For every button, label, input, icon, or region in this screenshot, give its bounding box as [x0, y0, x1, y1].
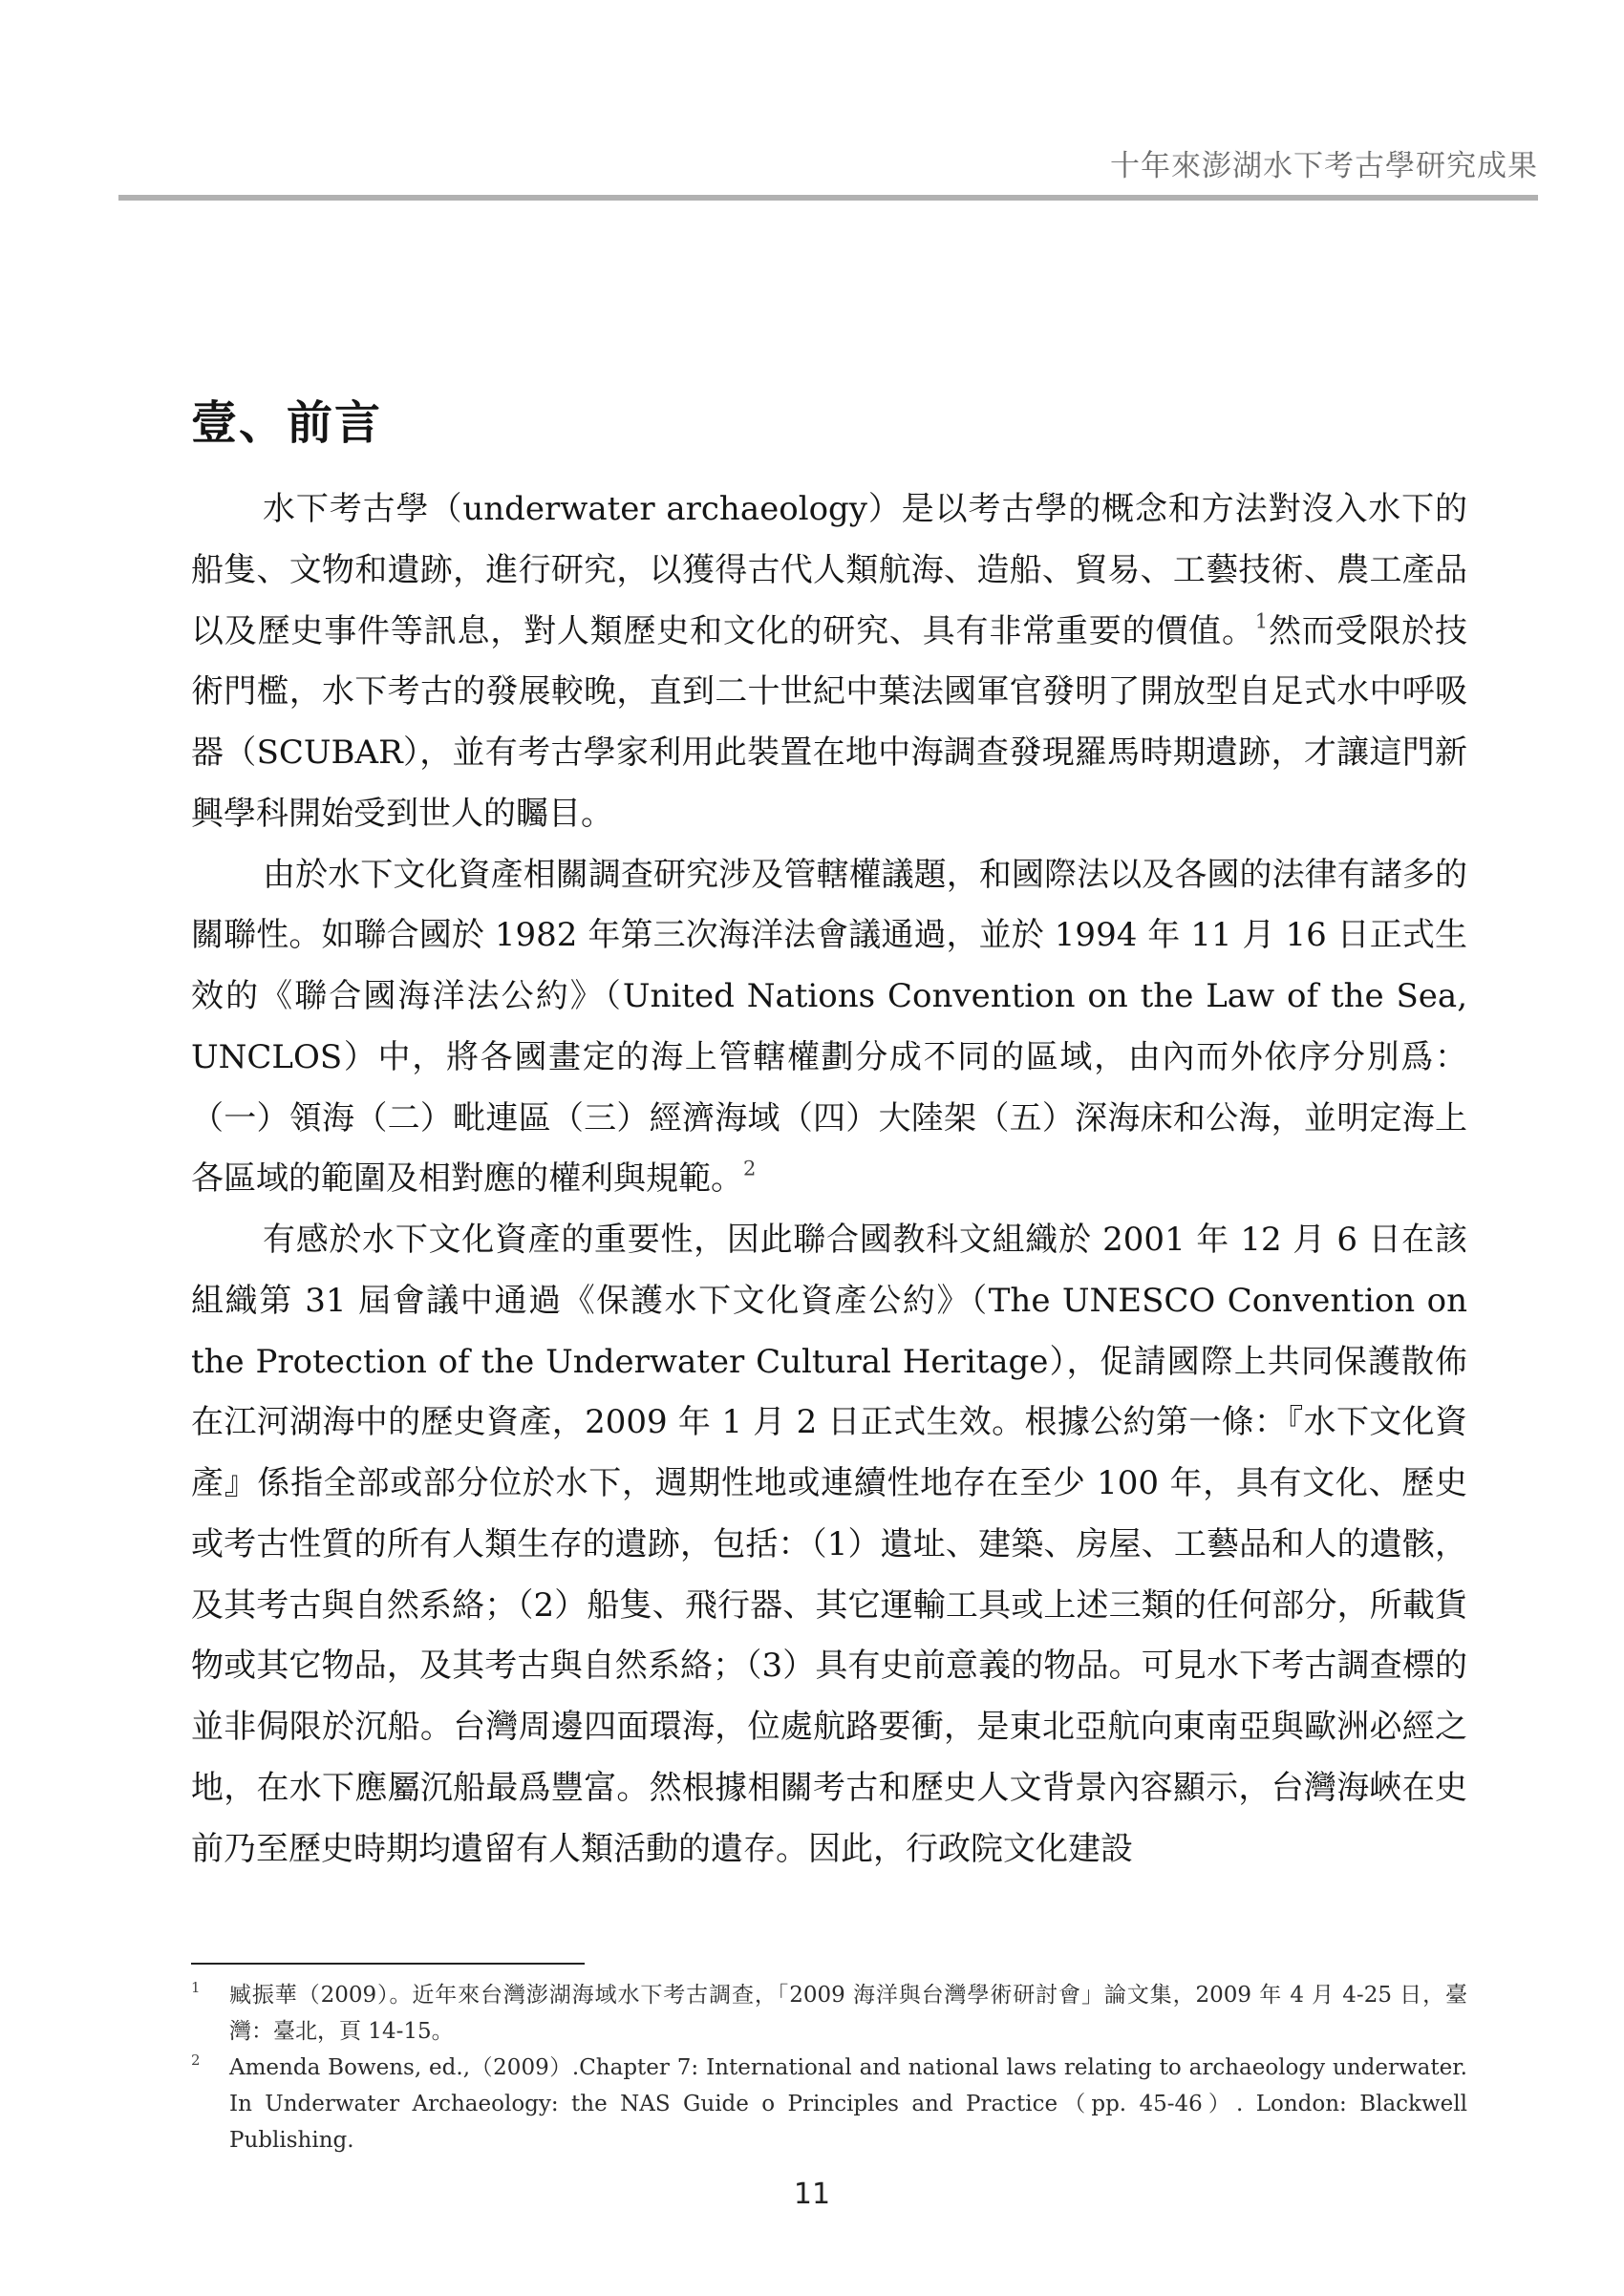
- footnote-divider: [191, 1963, 585, 1965]
- paragraph-jurisdiction: [191, 845, 1467, 1211]
- running-header-title: 十年來澎湖水下考古學研究成果: [1110, 149, 1538, 183]
- footnotes: [191, 1977, 1467, 2158]
- section-heading: 壹、前言: [191, 396, 383, 451]
- paragraph-unesco-text: 有感於水下文化資產的重要性，因此聯合國教科文組織於 2001 年 12 月 6 日在該組織第 31 屆會議中通過《保護水下文化資產公約》（The UNESCO Convention on the Protection of the Underwater Cultural Heritage），促請國際上共同保護散佈在江河湖海中的歷史資產，2009 年 1 月 2 日正式生效。根據公約第一條：『水下文化資產』係指全部或部分位於水下，週期性地或連續性地存在至少 100 年，具有文化、歷史或考古性質的所有人類生存的遺跡，包括：（1）遺址、建築、房屋、工藝品和人的遺骸，及其考古與自然系絡；（2）船隻、飛行器、其它運輸工具或上述三類的任何部分，所載貨物或其它物品，及其考古與自然系絡；（3）具有史前意義的物品。可見水下考古調查標的並非侷限於沉船。台灣周邊四面環海，位處航路要衝，是東北亞航向東南亞與歐洲必經之地，在水下應屬沉船最爲豐富。然根據相關考古和歷史人文背景內容顯示，台灣海峽在史前乃至歷史時期均遺留有人類活動的遺存。因此，行政院文化建設: [191, 1221, 1467, 1868]
- footnote-2-text: Amenda Bowens, ed.,（2009）.Chapter 7: International and national laws relating to archaeology underwater. In Underwater Archaeology: the NAS Guide o Principles and Practice（pp. 45-46）. London: Blackwell Publishing.: [229, 2055, 1467, 2153]
- header-divider: [118, 195, 1538, 201]
- footnote-ref-1[interactable]: 1: [1254, 608, 1269, 632]
- paragraph-intro: [191, 479, 1467, 845]
- footnote-2-mark: 2: [191, 2052, 201, 2069]
- paragraph-unesco: [191, 1210, 1467, 1880]
- paragraph-intro-continued: 然而受限於技術門檻，水下考古的發展較晚，直到二十世紀中葉法國軍官發明了開放型自足式水中呼吸器（SCUBAR），並有考古學家利用此裝置在地中海調查發現羅馬時期遺跡，才讓這門新興學科開始受到世人的矚目。: [191, 611, 1468, 833]
- footnote-1-mark: 1: [191, 1979, 201, 1996]
- paragraph-intro-text: 水下考古學（underwater archaeology）是以考古學的概念和方法對沒入水下的船隻、文物和遺跡，進行研究，以獲得古代人類航海、造船、貿易、工藝技術、農工產品以及歷史事件等訊息，對人類歷史和文化的研究、具有非常重要的價值。: [191, 490, 1467, 650]
- footnote-1-text: 臧振華（2009）。近年來台灣澎湖海域水下考古調查，「2009 海洋與台灣學術研討會」論文集，2009 年 4 月 4-25 日，臺灣：臺北，頁 14-15。: [229, 1983, 1467, 2044]
- footnote-1: [191, 1977, 1467, 2050]
- body-text: [191, 479, 1467, 1880]
- footnote-2: [191, 2050, 1467, 2158]
- footnote-ref-2[interactable]: 2: [743, 1157, 757, 1180]
- page-number: 11: [793, 2178, 831, 2211]
- paragraph-jurisdiction-text: 由於水下文化資產相關調查研究涉及管轄權議題，和國際法以及各國的法律有諸多的關聯性。如聯合國於 1982 年第三次海洋法會議通過，並於 1994 年 11 月 16 日正式生效的《聯合國海洋法公約》（United Nations Convention on the Law of the Sea, UNCLOS）中，將各國畫定的海上管轄權劃分成不同的區域，由內而外依序分別爲：（一）領海（二）毗連區（三）經濟海域（四）大陸架（五）深海床和公海，並明定海上各區域的範圍及相對應的權利與規範。: [191, 855, 1467, 1199]
